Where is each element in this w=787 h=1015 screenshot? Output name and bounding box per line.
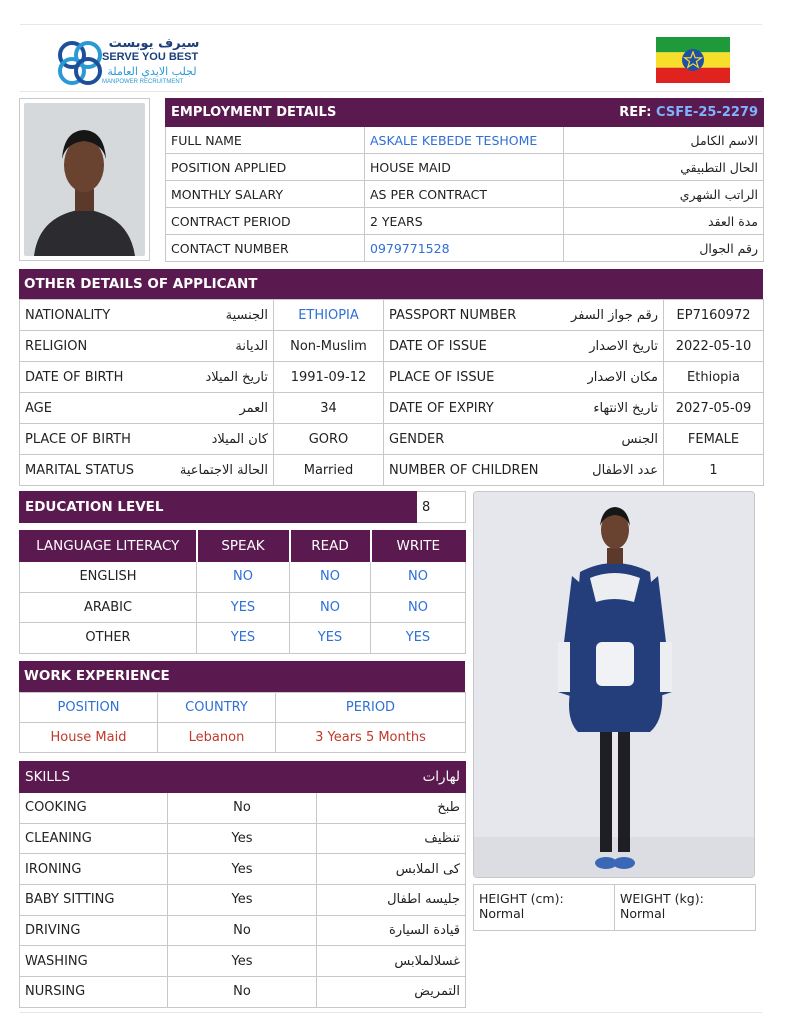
- other-left-label: NATIONALITY: [25, 307, 111, 323]
- employment-label: CONTACT NUMBER: [166, 235, 365, 262]
- weight-label: WEIGHT (kg):: [620, 891, 704, 906]
- skills-header-row: [20, 762, 466, 793]
- weight-value: Normal: [620, 906, 666, 921]
- skills-title: SKILLS: [20, 762, 168, 793]
- skill-value: No: [168, 793, 317, 824]
- skill-value: Yes: [168, 854, 317, 885]
- skill-row: [20, 793, 466, 824]
- other-left-label-cell: [20, 393, 274, 424]
- language-header-speak: SPEAK: [197, 531, 290, 562]
- other-left-value: Married: [274, 455, 384, 486]
- employment-label: CONTRACT PERIOD: [166, 208, 365, 235]
- skill-row: [20, 854, 466, 885]
- other-right-label: DATE OF EXPIRY: [389, 400, 494, 416]
- skill-name: WASHING: [20, 946, 168, 977]
- other-details-row: [20, 362, 764, 393]
- education-level-title: EDUCATION LEVEL: [20, 492, 417, 523]
- employment-label-ar: الحال التطبيقي: [564, 154, 764, 181]
- skill-value: Yes: [168, 885, 317, 916]
- other-left-label: PLACE OF BIRTH: [25, 431, 131, 447]
- other-left-label-ar: الجنسية: [225, 307, 268, 323]
- other-left-label-cell: [20, 424, 274, 455]
- other-details-row: [20, 393, 764, 424]
- other-left-value: 34: [274, 393, 384, 424]
- language-write-value: NO: [371, 592, 466, 623]
- language-header-read: READ: [290, 531, 371, 562]
- other-right-label-cell: [384, 331, 664, 362]
- skill-row: [20, 946, 466, 977]
- company-logo: [56, 36, 206, 88]
- other-left-value: GORO: [274, 424, 384, 455]
- skill-name-ar: طبخ: [317, 793, 466, 824]
- other-right-label-ar: مكان الاصدار: [587, 369, 659, 385]
- skills-title-ar: لهارات: [317, 762, 466, 793]
- employment-value: AS PER CONTRACT: [365, 181, 564, 208]
- other-right-value: 2022-05-10: [664, 331, 764, 362]
- employment-value: ASKALE KEBEDE TESHOME: [365, 127, 564, 154]
- skill-name: DRIVING: [20, 915, 168, 946]
- weight-cell: [615, 885, 756, 931]
- employment-label: POSITION APPLIED: [166, 154, 365, 181]
- ref-cell: [365, 99, 764, 127]
- employment-label-ar: الاسم الكامل: [564, 127, 764, 154]
- language-header-row: [20, 531, 466, 562]
- other-right-label-cell: [384, 455, 664, 486]
- employment-row: [166, 181, 764, 208]
- employment-row: [166, 235, 764, 262]
- employment-value: 0979771528: [365, 235, 564, 262]
- work-experience-title: WORK EXPERIENCE: [19, 661, 465, 692]
- profile-photo-frame: [19, 98, 150, 261]
- other-details-row: [20, 331, 764, 362]
- other-left-label-ar: تاريخ الميلاد: [205, 369, 268, 385]
- other-right-label-ar: الجنس: [621, 431, 659, 447]
- language-read-value: YES: [290, 623, 371, 654]
- employment-value: 2 YEARS: [365, 208, 564, 235]
- other-right-label-ar: تاريخ الاصدار: [589, 338, 659, 354]
- skill-name-ar: التمريض: [317, 977, 466, 1008]
- other-right-label: DATE OF ISSUE: [389, 338, 487, 354]
- work-header-position: POSITION: [20, 693, 158, 723]
- education-level-value: 8: [417, 492, 466, 523]
- language-speak-value: NO: [197, 562, 290, 593]
- employment-label-ar: مدة العقد: [564, 208, 764, 235]
- work-country: Lebanon: [158, 723, 276, 753]
- other-details-title: OTHER DETAILS OF APPLICANT: [19, 269, 763, 299]
- employment-row: [166, 127, 764, 154]
- work-position: House Maid: [20, 723, 158, 753]
- other-left-value: ETHIOPIA: [274, 300, 384, 331]
- skill-name: COOKING: [20, 793, 168, 824]
- language-speak-value: YES: [197, 592, 290, 623]
- other-left-label-cell: [20, 300, 274, 331]
- other-right-label-cell: [384, 424, 664, 455]
- profile-photo: [24, 103, 145, 256]
- skill-name: IRONING: [20, 854, 168, 885]
- skill-name-ar: قيادة السيارة: [317, 915, 466, 946]
- other-details-table: [19, 299, 764, 486]
- work-experience-table: [19, 692, 466, 753]
- other-details-row: [20, 455, 764, 486]
- physical-table: [473, 884, 756, 931]
- other-right-value: 2027-05-09: [664, 393, 764, 424]
- work-row: [20, 723, 466, 753]
- language-speak-value: YES: [197, 623, 290, 654]
- other-left-label-cell: [20, 362, 274, 393]
- ref-value: CSFE-25-2279: [656, 105, 759, 120]
- work-header-period: PERIOD: [276, 693, 466, 723]
- other-left-label-ar: الحالة الاجتماعية: [179, 462, 268, 478]
- top-rule: [20, 24, 762, 25]
- height-label: HEIGHT (cm):: [479, 891, 564, 906]
- employment-label-ar: الراتب الشهري: [564, 181, 764, 208]
- language-read-value: NO: [290, 562, 371, 593]
- language-write-value: NO: [371, 562, 466, 593]
- logo-english-name: SERVE YOU BEST: [102, 51, 199, 63]
- language-read-value: NO: [290, 592, 371, 623]
- ref-label: REF:: [619, 105, 652, 120]
- employment-details-title: EMPLOYMENT DETAILS: [166, 99, 365, 127]
- other-left-label-cell: [20, 331, 274, 362]
- other-right-label-cell: [384, 300, 664, 331]
- other-details-row: [20, 300, 764, 331]
- ethiopia-flag-icon: [656, 37, 730, 83]
- full-body-photo: [473, 491, 755, 878]
- employment-row: [166, 154, 764, 181]
- skill-value: Yes: [168, 946, 317, 977]
- other-right-label-cell: [384, 362, 664, 393]
- employment-label: MONTHLY SALARY: [166, 181, 365, 208]
- employment-label: FULL NAME: [166, 127, 365, 154]
- language-write-value: YES: [371, 623, 466, 654]
- header-rule: [20, 91, 762, 92]
- other-left-value: 1991-09-12: [274, 362, 384, 393]
- logo-english-subtitle: MANPOWER RECRUITMENT: [102, 79, 184, 85]
- other-left-label: DATE OF BIRTH: [25, 369, 124, 385]
- skill-name: BABY SITTING: [20, 885, 168, 916]
- other-right-label-ar: رقم جواز السفر: [571, 307, 659, 323]
- skill-row: [20, 885, 466, 916]
- skill-name-ar: تنظيف: [317, 823, 466, 854]
- skill-name: CLEANING: [20, 823, 168, 854]
- other-right-value: Ethiopia: [664, 362, 764, 393]
- skills-table: [19, 761, 466, 1008]
- height-cell: [474, 885, 615, 931]
- height-value: Normal: [479, 906, 525, 921]
- skills-header-spacer: [168, 762, 317, 793]
- language-header-name: LANGUAGE LITERACY: [20, 531, 197, 562]
- other-right-value: FEMALE: [664, 424, 764, 455]
- other-right-label: GENDER: [389, 431, 445, 447]
- other-right-value: EP7160972: [664, 300, 764, 331]
- other-left-value: Non-Muslim: [274, 331, 384, 362]
- work-header-row: [20, 693, 466, 723]
- language-row: [20, 592, 466, 623]
- language-header-write: WRITE: [371, 531, 466, 562]
- skill-name: NURSING: [20, 977, 168, 1008]
- skill-row: [20, 977, 466, 1008]
- skill-name-ar: کی الملابس: [317, 854, 466, 885]
- skill-value: No: [168, 915, 317, 946]
- logo-arabic-subtitle: لجلب الايدي العاملة: [107, 65, 197, 78]
- skill-value: No: [168, 977, 317, 1008]
- other-right-label: PASSPORT NUMBER: [389, 307, 517, 323]
- other-right-value: 1: [664, 455, 764, 486]
- other-left-label: MARITAL STATUS: [25, 462, 134, 478]
- skill-row: [20, 915, 466, 946]
- language-name: OTHER: [20, 623, 197, 654]
- employment-value: HOUSE MAID: [365, 154, 564, 181]
- other-left-label-ar: كان الميلاد: [211, 431, 268, 447]
- other-details-row: [20, 424, 764, 455]
- employment-details-table: [165, 98, 764, 262]
- skill-name-ar: غسلالملابس: [317, 946, 466, 977]
- footer-rule: [20, 1012, 762, 1013]
- other-left-label-cell: [20, 455, 274, 486]
- language-literacy-table: [19, 530, 466, 654]
- other-right-label: NUMBER OF CHILDREN: [389, 462, 539, 478]
- other-right-label: PLACE OF ISSUE: [389, 369, 495, 385]
- other-left-label-ar: العمر: [239, 400, 268, 416]
- employment-row: [166, 208, 764, 235]
- other-left-label: AGE: [25, 400, 52, 416]
- language-row: [20, 623, 466, 654]
- skill-value: Yes: [168, 823, 317, 854]
- other-left-label: RELIGION: [25, 338, 88, 354]
- logo-arabic-name: سيرف يوبست: [108, 36, 200, 51]
- language-name: ENGLISH: [20, 562, 197, 593]
- other-right-label-ar: عدد الاطفال: [592, 462, 659, 478]
- employment-label-ar: رقم الجوال: [564, 235, 764, 262]
- language-name: ARABIC: [20, 592, 197, 623]
- language-row: [20, 562, 466, 593]
- other-right-label-ar: تاريخ الانتهاء: [593, 400, 659, 416]
- skill-name-ar: جليسه اطفال: [317, 885, 466, 916]
- work-header-country: COUNTRY: [158, 693, 276, 723]
- work-period: 3 Years 5 Months: [276, 723, 466, 753]
- skill-row: [20, 823, 466, 854]
- other-left-label-ar: الديانة: [235, 338, 268, 354]
- other-right-label-cell: [384, 393, 664, 424]
- education-level-table: [19, 491, 466, 523]
- logo-knot-icon: [56, 38, 104, 88]
